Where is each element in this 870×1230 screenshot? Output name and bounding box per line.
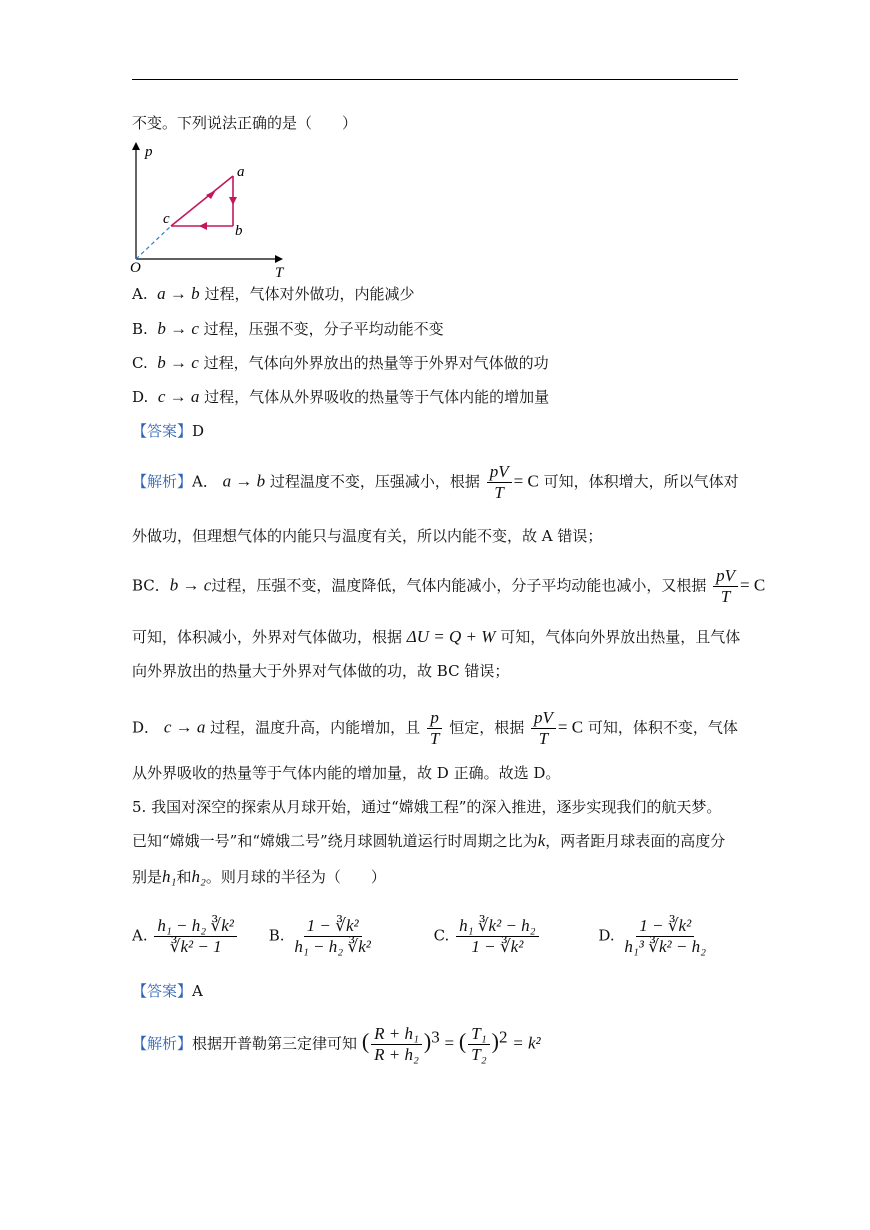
q4-analysis-d-line1: D． c → a 过程，温度升高，内能增加，且 $\frac{p}{T}$ 恒定，根据 $\frac{pV}{T}$ = C 可知，体积不变，气体 [132,708,738,748]
q4-analysis-d-line2: 从外界吸收的热量等于气体内能的增加量，故 D 正确。故选 D。 [132,764,561,782]
fraction-pV-T: $\frac{pV}{T}$ [713,566,738,607]
fraction-pV-T: $\frac{pV}{T}$ [531,708,556,749]
p-axis-arrow [132,142,140,150]
q4-answer: 【答案】D [132,422,205,440]
segment-c-a [171,176,233,226]
q5-stem-line3: 别是h₁和h₂。则月球的半径为（ ） [132,867,386,886]
q4-analysis-a-line2: 外做功，但理想气体的内能只与温度有关，所以内能不变，故 A 错误； [132,527,603,545]
q5-answer: 【答案】A [132,982,203,1000]
label-a: a [237,164,245,180]
header-rule [132,79,738,80]
q4-analysis-bc-line1: BC．b → c过程，压强不变，温度降低，气体内能减小，分子平均动能也减小，又根据 $\frac{pV}{T}$ = C [132,566,766,606]
q5-options [132,916,732,957]
q5-option-b: B. $\frac{\text{1 − ∛k²}}{\text{h₁ − h₂ ∛k²}}$ [268,916,371,956]
q4-option-a: A. a → b 过程，气体对外做功，内能减少 [132,284,415,303]
q4-option-d: D. c → a 过程，气体从外界吸收的热量等于气体内能的增加量 [132,387,550,406]
label-b: b [235,223,243,239]
arrow-b-c [199,222,207,230]
q5-option-a: A. $\frac{\text{h₁ − h₂ ∛k²}}{\text{∛k² − 1}}$ [132,916,264,957]
q4-option-c: C. b → c 过程，气体向外界放出的热量等于外界对气体做的功 [132,353,549,372]
q4-option-b: B. b → c 过程，压强不变，分子平均动能不变 [132,319,444,338]
q4-analysis-a-line1: 【解析】A． a → b 过程温度不变，压强减小，根据 $\frac{pV}{T}$ = C 可知，体积增大，所以气体对 [132,462,739,502]
fraction-pV-T: $\frac{pV}{T}$ [487,462,512,503]
p-T-graph [125,140,295,280]
q5-option-d: D. $\frac{\text{1 − ∛k²}}{\text{h₁³ ∛k² − h₂}}$ [598,916,707,956]
q4-stem-tail: 不变。下列说法正确的是（ ） [132,114,358,132]
q5-stem-line1: 5. 我国对深空的探索从月球开始，通过“嫦娥工程”的深入推进，逐步实现我们的航天梦。 [132,798,722,816]
q5-analysis: 【解析】根据开普勒第三定律可知 ( $\frac{\text{R + h₁}}{\text{R + h₂}}$ )$^3$ = ( $\frac{\text{T₁}}{\text{T₂}}$ )$^2$ = k² [132,1024,541,1064]
fraction-p-T: $\frac{p}{T}$ [427,708,442,749]
arrow-c-a [206,190,216,199]
label-O: O [130,260,141,276]
T-axis-arrow [275,255,283,263]
label-T: T [275,265,284,280]
q5-stem-line2: 已知“嫦娥一号”和“嫦娥二号”绕月球圆轨道运行时周期之比为k，两者距月球表面的高度分 [132,831,726,850]
q4-analysis-bc-line3: 向外界放出的热量大于外界对气体做的功，故 BC 错误； [132,662,510,680]
q4-analysis-bc-line2: 可知，体积减小，外界对气体做功，根据 ΔU = Q + W 可知，气体向外界放出热量，且气体 [132,627,741,646]
label-p: p [145,144,153,160]
q5-option-c: C. $\frac{\text{h₁ ∛k² − h₂}}{\text{1 − ∛k²}}$ [434,916,594,957]
arrow-a-b [229,197,237,205]
label-c: c [163,211,170,227]
dashed-extension [136,226,171,259]
